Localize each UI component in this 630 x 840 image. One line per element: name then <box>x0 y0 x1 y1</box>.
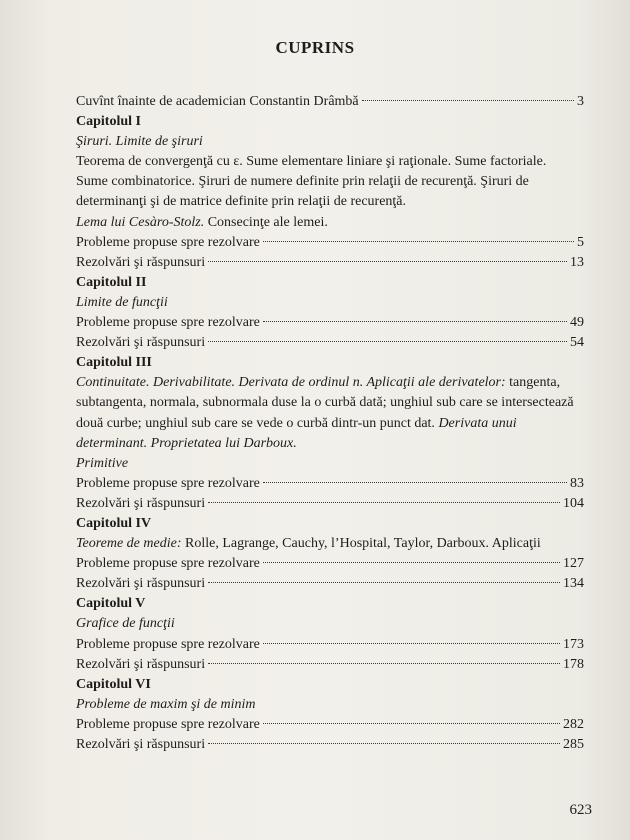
toc-entry-label: Probleme propuse spre rezolvare <box>76 475 260 491</box>
chapter-subtitle: Limite de funcţii <box>76 294 168 310</box>
dot-leader <box>263 321 567 322</box>
toc-entry-label: Rezolvări şi răspunsuri <box>76 737 206 752</box>
toc-entry-page: 54 <box>570 335 584 351</box>
dot-leader <box>263 241 574 242</box>
toc-entry-page: 49 <box>570 315 584 331</box>
toc-entry-label: Rezolvări şi răspunsuri <box>76 254 206 270</box>
dot-leader <box>208 663 560 664</box>
dot-leader <box>263 482 567 483</box>
chapter-description: Teorema de convergenţă cu ε. Sume elementare liniare şi raţionale. Sume factoriale. Sume combinatorice. Şiruri de numere definite prin relaţii de recurenţă. Şiruri de determinanţi şi de matrice definite prin relaţii de recurenţă. <box>76 154 547 210</box>
toc-entry-label: Probleme propuse spre rezolvare <box>76 234 260 250</box>
dot-leader <box>208 582 560 583</box>
dot-leader <box>208 261 567 262</box>
lemma-title: Lema lui Cesàro-Stolz. <box>76 214 205 230</box>
toc-entry-page: 285 <box>563 737 584 752</box>
toc-entry-label: Probleme propuse spre rezolvare <box>76 315 260 331</box>
toc-entry-page: 173 <box>563 636 584 652</box>
toc-entry-problems <box>76 474 584 494</box>
table-of-contents <box>76 92 584 755</box>
chapter-heading: Capitolul III <box>76 355 152 371</box>
toc-entry-problems <box>76 233 584 253</box>
toc-entry-label: Cuvînt înainte de academician Constantin Drâmbă <box>76 94 359 109</box>
page-number: 623 <box>569 802 592 818</box>
chapter-subtitle: Probleme de maxim şi de minim <box>76 696 256 712</box>
chapter-subtitle: Grafice de funcţii <box>76 616 175 632</box>
chapter-heading: Capitolul IV <box>76 515 152 531</box>
chapter-subtitle <box>76 534 584 554</box>
description-text: tangenta, subtangenta, normala, subnormala duse la o curbă dată; unghiul sub care se intersectează două curbe; unghiul sub care se vede o curbă dintr-un punct dat. <box>76 375 574 431</box>
toc-entry-problems <box>76 635 584 655</box>
toc-entry-label: Rezolvări şi răspunsuri <box>76 335 206 351</box>
dot-leader <box>362 100 574 101</box>
chapter-subtitle: Şiruri. Limite de şiruri <box>76 134 203 150</box>
dot-leader <box>208 502 560 503</box>
subtitle-text: Rolle, Lagrange, Cauchy, l’Hospital, Taylor, Darboux. Aplicaţii <box>181 536 541 552</box>
toc-entry-solutions <box>76 494 584 514</box>
toc-entry-label: Rezolvări şi răspunsuri <box>76 656 206 672</box>
toc-entry-page: 178 <box>563 656 584 672</box>
toc-entry-solutions <box>76 253 584 273</box>
dot-leader <box>263 643 560 644</box>
chapter-heading: Capitolul VI <box>76 676 151 692</box>
chapter-lemma-line <box>76 213 584 233</box>
dot-leader <box>208 743 560 744</box>
toc-entry-solutions <box>76 333 584 353</box>
toc-entry-problems <box>76 554 584 574</box>
description-italic: Continuitate. Derivabilitate. Derivata de ordinul n. Aplicaţii ale derivatelor: <box>76 375 506 391</box>
chapter-heading: Capitolul V <box>76 596 146 612</box>
page-title: CUPRINS <box>275 38 355 57</box>
lemma-text: Consecinţe ale lemei. <box>204 214 328 230</box>
toc-entry-label: Probleme propuse spre rezolvare <box>76 636 260 652</box>
toc-entry-solutions <box>76 655 584 675</box>
toc-entry-page: 134 <box>563 576 584 592</box>
toc-entry-page: 83 <box>570 475 584 491</box>
chapter-description <box>76 373 584 453</box>
toc-entry-solutions <box>76 574 584 594</box>
toc-entry-label: Rezolvări şi răspunsuri <box>76 495 206 511</box>
description-italic-end: Derivata unui determinant. Proprietatea lui Darboux. <box>76 415 517 451</box>
dot-leader <box>263 562 560 563</box>
toc-entry-label: Probleme propuse spre rezolvare <box>76 556 260 572</box>
toc-entry-solutions <box>76 735 584 755</box>
toc-entry-problems <box>76 313 584 333</box>
toc-entry-intro <box>76 92 584 112</box>
dot-leader <box>263 723 560 724</box>
toc-entry-label: Probleme propuse spre rezolvare <box>76 716 260 732</box>
toc-entry-page: 3 <box>577 94 584 109</box>
dot-leader <box>208 341 567 342</box>
toc-entry-page: 13 <box>570 254 584 270</box>
chapter-subtitle: Primitive <box>76 455 129 471</box>
chapter-heading: Capitolul I <box>76 114 141 130</box>
toc-entry-page: 5 <box>577 234 584 250</box>
toc-entry-page: 282 <box>563 716 584 732</box>
chapter-heading: Capitolul II <box>76 274 147 290</box>
toc-entry-page: 127 <box>563 556 584 572</box>
toc-entry-label: Rezolvări şi răspunsuri <box>76 576 206 592</box>
toc-entry-page: 104 <box>563 495 584 511</box>
toc-entry-problems <box>76 715 584 735</box>
subtitle-italic: Teoreme de medie: <box>76 536 182 552</box>
